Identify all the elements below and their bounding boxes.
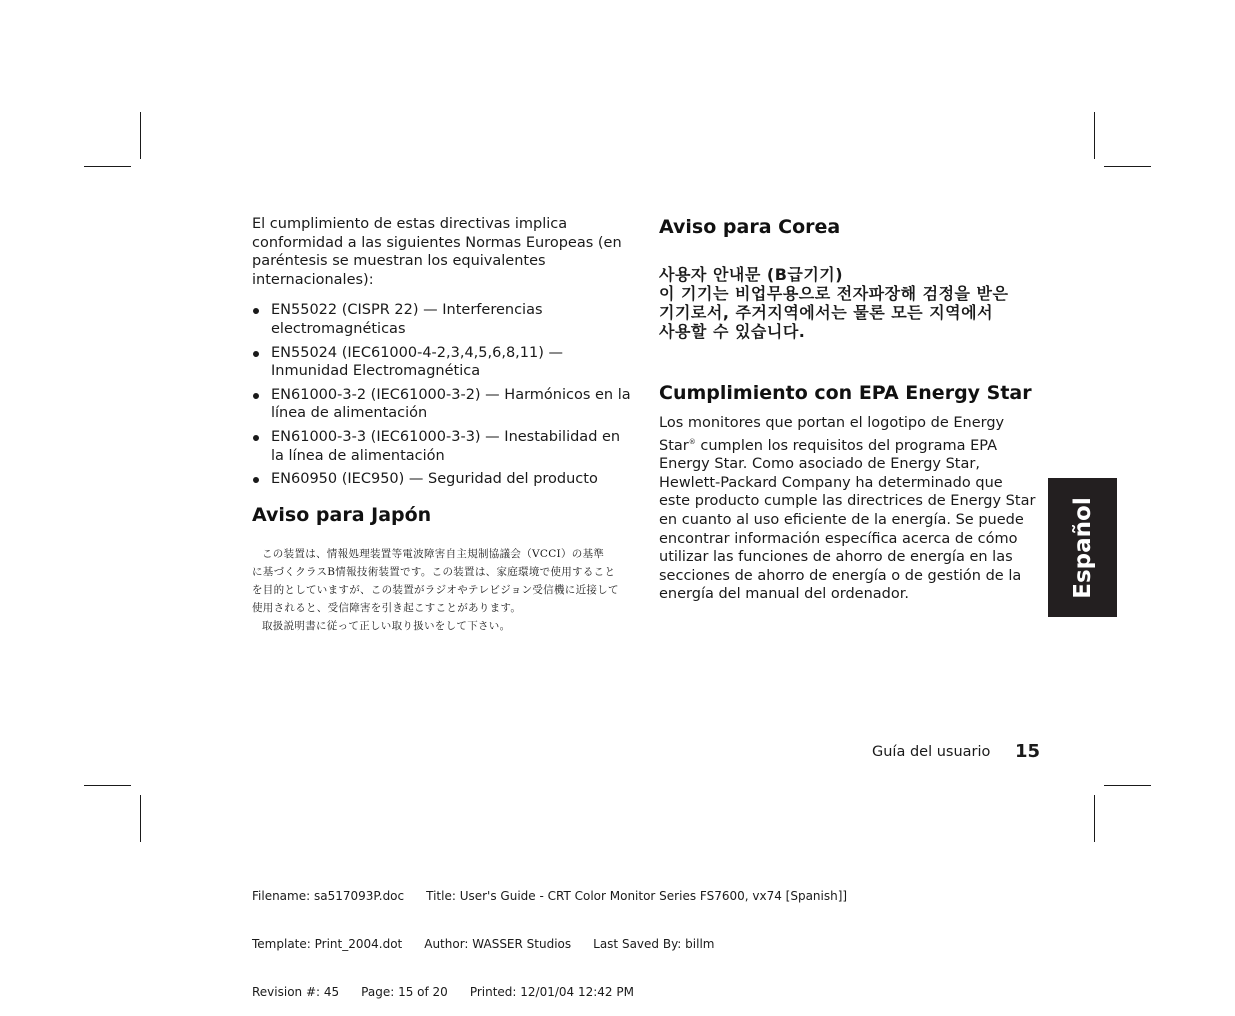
energy-star-text: Los monitores que portan el logotipo de Energy Star® cumplen los requisitos del programa EPA Energy Star. Como asociado de Energy Star, Hewlett-Packard Company ha determinado que este producto cumple las directrices de Energy Star en cuanto al uso eficiente de la energía. Se puede encontrar información específica acerca de cómo utilizar las funciones de ahorro de energía en las secciones de ahorro de energía o de gestión de la energía del manual del ordenador. (659, 415, 1036, 603)
right-column (659, 215, 1037, 604)
list-item: EN61000-3-2 (IEC61000-3-2) — Harmónicos en la línea de alimentación (252, 386, 634, 423)
meta-revision: Revision #: 45 (252, 985, 340, 999)
page-number: 15 (1015, 741, 1041, 762)
crop-mark (1104, 785, 1151, 786)
meta-page: Page: 15 of 20 (361, 985, 448, 999)
korea-notice: 사용자 안내문 (B급기기) 이 기기는 비업무용으로 전자파장해 검정을 받은 기기로서, 주거지역에서는 물론 모든 지역에서 사용할 수 있습니다. (659, 265, 1009, 341)
meta-line-3 (252, 984, 847, 1000)
bullet-icon (253, 477, 259, 483)
registered-mark: ® (688, 437, 696, 446)
korea-notice-heading: Aviso para Corea (659, 216, 841, 238)
meta-template: Template: Print_2004.dot (252, 937, 403, 951)
list-item: EN60950 (IEC950) — Seguridad del producto (252, 470, 634, 489)
list-item: EN61000-3-3 (IEC61000-3-3) — Inestabilidad en la línea de alimentación (252, 428, 634, 465)
bullet-icon (253, 308, 259, 314)
footer-guide-label: Guía del usuario (872, 744, 991, 760)
crop-mark (140, 795, 141, 842)
japan-vcci-notice: この装置は、情報処理装置等電波障害自主規制協議会（VCCI）の基準 に基づくクラスB情報技術装置です。この装置は、家庭環境で使用すること を目的としていますが、この装置がラジオやテレビジョン受信機に近接して 使用されると、受信障害を引き起こすことがあります。 取扱説明書に従って正しい取り扱いをして下さい。 (252, 547, 619, 632)
meta-line-1 (252, 888, 847, 904)
meta-author: Author: WASSER Studios (424, 937, 572, 951)
bullet-icon (253, 393, 259, 399)
language-tab (1048, 478, 1117, 617)
energy-star-heading: Cumplimiento con EPA Energy Star (659, 382, 1032, 404)
meta-printed: Printed: 12/01/04 12:42 PM (469, 985, 634, 999)
crop-mark (84, 785, 131, 786)
crop-mark (84, 166, 131, 167)
meta-title: Title: User's Guide - CRT Color Monitor Series FS7600, vx74 [Spanish]] (426, 889, 848, 903)
japan-notice-heading: Aviso para Japón (252, 503, 432, 526)
left-column (252, 215, 634, 635)
bullet-icon (253, 435, 259, 441)
list-item: EN55022 (CISPR 22) — Interferencias electromagnéticas (252, 301, 634, 338)
crop-mark (1104, 166, 1151, 167)
crop-mark (1094, 112, 1095, 159)
meta-last-saved: Last Saved By: billm (593, 937, 715, 951)
crop-mark (1094, 795, 1095, 842)
meta-line-2 (252, 936, 847, 952)
document-metadata (252, 856, 847, 1016)
meta-filename: Filename: sa517093P.doc (252, 889, 405, 903)
bullet-icon (253, 351, 259, 357)
compliance-intro: El cumplimiento de estas directivas implica conformidad a las siguientes Normas Europeas (en paréntesis se muestran los equivalentes internacionales): (252, 216, 622, 288)
language-tab-label: Español (1069, 496, 1096, 599)
crop-mark (140, 112, 141, 159)
list-item: EN55024 (IEC61000-4-2,3,4,5,6,8,11) — Inmunidad Electromagnética (252, 344, 634, 381)
standards-list (252, 301, 634, 488)
